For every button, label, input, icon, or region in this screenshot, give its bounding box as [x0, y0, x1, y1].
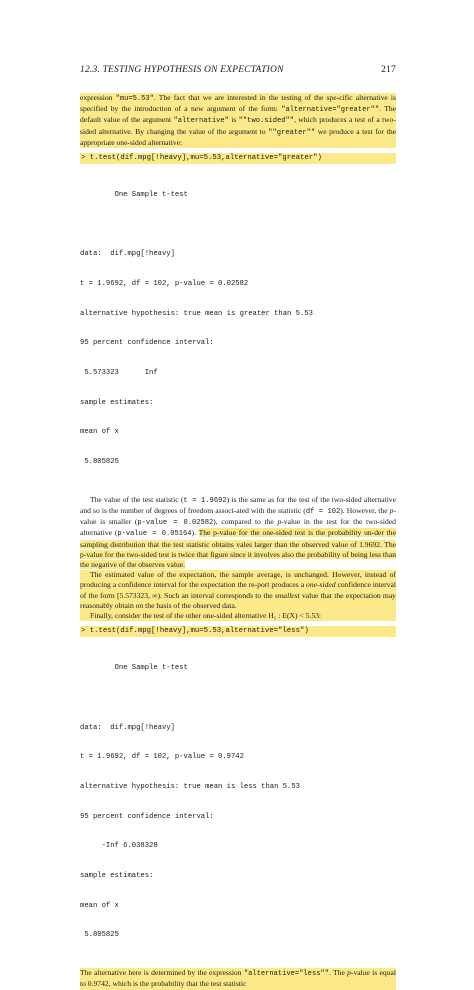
inline-code: "alternative="greater"" [281, 106, 380, 115]
inline-code: "mu=5.53" [115, 95, 154, 103]
output-line: 5.805825 [80, 458, 119, 467]
output-line: t = 1.9692, df = 102, p-value = 0.02582 [80, 279, 249, 288]
text: . The [328, 968, 348, 978]
text: ). However, the [340, 506, 390, 516]
paragraph-alternative-argument [80, 93, 396, 148]
text: The estimated value of the expectation, the sample average, is unchanged. However, instead of producing a confidence interval for the expectation the re-port produces a [80, 570, 396, 590]
output-line: 5.573323 Inf [80, 369, 158, 378]
inline-code: ""two.sided"" [238, 117, 295, 126]
output-line: alternative hypothesis: true mean is less than 5.53 [80, 782, 300, 791]
text: . The default value of the argument [80, 104, 396, 125]
output-line: 95 percent confidence interval: [80, 339, 214, 348]
output-line: 5.805825 [80, 931, 119, 940]
text: ). [191, 528, 199, 538]
output-line: mean of x [80, 901, 119, 910]
paragraph-other-alternative: Finally, consider the test of the other one-sided alternative H₁ : E(X) < 5.53: [80, 611, 396, 621]
running-header [80, 65, 396, 75]
output-line: mean of x [80, 428, 119, 437]
text: -value in the test for the two-sided alternative ( [80, 517, 396, 538]
inline-code: "alternative" [173, 117, 229, 126]
output-line: data: dif.mpg[!heavy] [80, 250, 175, 259]
output-line: data: dif.mpg[!heavy] [80, 723, 175, 732]
inline-code: t = 1.9692 [183, 496, 227, 505]
text: confidence interval of the form [5.573323, ∞). Such an interval corresponds to the [80, 580, 396, 600]
output-line: -Inf 6.038328 [80, 842, 158, 851]
page-body [80, 93, 396, 990]
text: -value is equal to 0.9742, which is the probability that the test statistic [80, 968, 396, 989]
inline-code: p-value = 0.02582 [137, 519, 214, 528]
r-command-greater: > t.test(dif.mpg[!heavy],mu=5.53,alternative="greater") [80, 153, 396, 164]
r-command-less: > t.test(dif.mpg[!heavy],mu=5.53,alternative="less") [80, 626, 396, 637]
output-line: sample estimates: [80, 398, 154, 407]
text: we produce a test for the appropriate one-sided alternative: [80, 126, 396, 147]
italic-p: p [347, 968, 351, 978]
inline-code: ""greater"" [268, 128, 316, 137]
output-line: t = 1.9692, df = 102, p-value = 0.9742 [80, 753, 244, 762]
highlighted-text: The p-value for the one-sided test is the probability un-der the sampling distribution that the test statistic obtains vales larger than the observed value of 1.9692. The p-value for the two-sided test is twice that figure since it involves also the probability of being less than the negative of the observes value. [80, 528, 396, 570]
inline-code: p-value = 0.05164 [117, 530, 192, 539]
italic-p: p [277, 517, 282, 527]
section-title: 12.3. TESTING HYPOTHESIS ON EXPECTATION [80, 65, 284, 75]
inline-code: "alternative="less"" [243, 970, 329, 979]
output-line: alternative hypothesis: true mean is greater than 5.53 [80, 309, 313, 318]
output-title: One Sample t-test [80, 190, 188, 199]
output-line: sample estimates: [80, 872, 154, 881]
italic-text: smallest [274, 590, 300, 600]
output-line: 95 percent confidence interval: [80, 812, 214, 821]
inline-code: df = 102 [305, 508, 341, 517]
paragraph-test-statistic [80, 495, 396, 570]
r-output-greater [80, 171, 396, 488]
italic-text: one-sided [306, 580, 336, 590]
paragraph-confidence-interval [80, 570, 396, 611]
text: , which produces a test of a two-sided alternative. By changing the value of the argument to [80, 115, 396, 136]
text: ) is the same as for the test of the two-sided alternative and so is the number of degrees of freedom associ-ated with the statistic ( [80, 494, 396, 516]
r-output-less [80, 644, 396, 961]
text: value that the expectation may reasonably obtain on the basis of the observed data. [80, 590, 396, 610]
text: ), compared to the [213, 517, 278, 527]
text: is [228, 115, 239, 125]
paragraph-less-alternative [80, 968, 396, 989]
text: The value of the test statistic ( [90, 494, 184, 504]
text: -value is smaller ( [80, 506, 396, 527]
text: The alternative here is determined by the expression [80, 968, 244, 978]
text: . The fact that we are interested in the testing of the spe-cific alternative is specified by the introduction of a new argument of the form: [80, 93, 396, 114]
italic-p: p [389, 506, 394, 516]
page-number: 217 [381, 65, 396, 75]
output-title: One Sample t-test [80, 664, 188, 673]
text: expression [80, 93, 116, 102]
